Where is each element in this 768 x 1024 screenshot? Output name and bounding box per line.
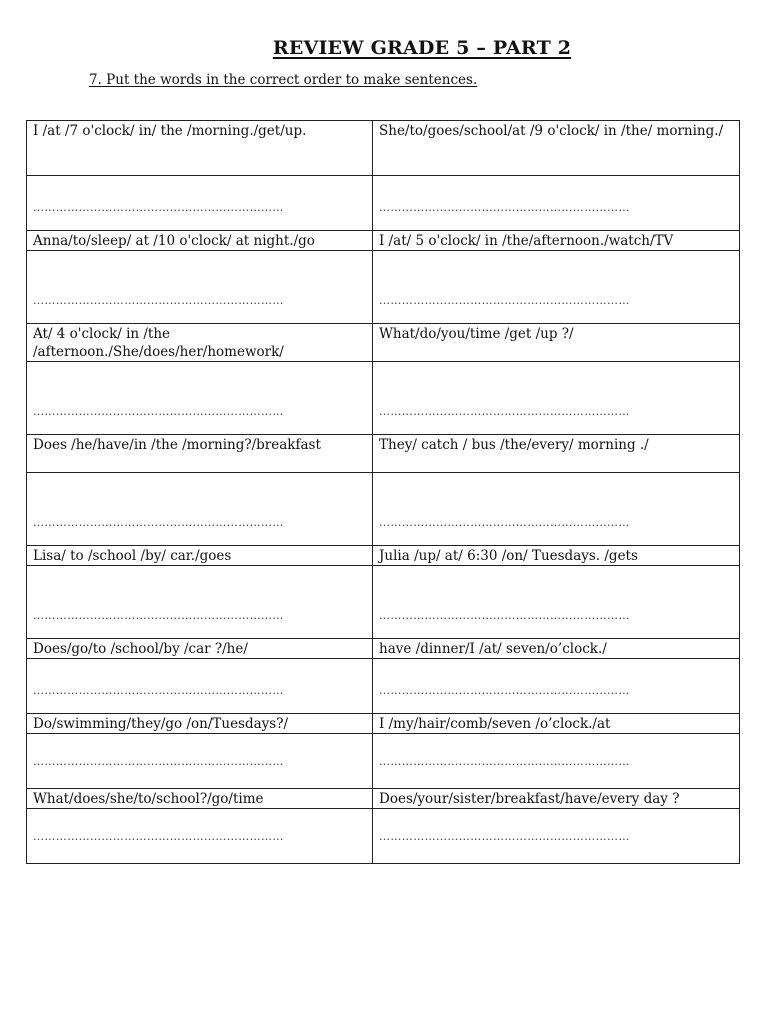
dotted-line: ………………………………………………………… xyxy=(33,610,284,622)
answer-row xyxy=(27,566,740,639)
word-prompt: Lisa/ to /school /by/ car./goes xyxy=(27,546,373,566)
word-prompt: I /my/hair/comb/seven /o’clock./at xyxy=(373,714,740,734)
answer-line[interactable] xyxy=(27,734,373,789)
answer-line[interactable] xyxy=(373,659,740,714)
word-prompt: I /at/ 5 o'clock/ in /the/afternoon./watch/TV xyxy=(373,231,740,251)
word-prompt: They/ catch / bus /the/every/ morning ./ xyxy=(373,435,740,473)
answer-line[interactable] xyxy=(27,659,373,714)
answer-row xyxy=(27,473,740,546)
dotted-line: ………………………………………………………… xyxy=(379,685,630,697)
dotted-line: ………………………………………………………… xyxy=(33,831,284,843)
word-prompt: I /at /7 o'clock/ in/ the /morning./get/up. xyxy=(27,121,373,176)
dotted-line: ………………………………………………………… xyxy=(33,295,284,307)
answer-line[interactable] xyxy=(373,176,740,231)
answer-line[interactable] xyxy=(27,251,373,324)
prompt-row xyxy=(27,546,740,566)
word-prompt: Anna/to/sleep/ at /10 o'clock/ at night./go xyxy=(27,231,373,251)
answer-line[interactable] xyxy=(373,566,740,639)
prompt-row xyxy=(27,714,740,734)
word-prompt: Does /he/have/in /the /morning?/breakfast xyxy=(27,435,373,473)
dotted-line: ………………………………………………………… xyxy=(379,517,630,529)
answer-line[interactable] xyxy=(27,566,373,639)
answer-line[interactable] xyxy=(27,809,373,864)
word-prompt: Does/go/to /school/by /car ?/he/ xyxy=(27,639,373,659)
prompt-row xyxy=(27,231,740,251)
answer-row xyxy=(27,809,740,864)
answer-line[interactable] xyxy=(373,809,740,864)
answer-line[interactable] xyxy=(373,734,740,789)
answer-line[interactable] xyxy=(373,473,740,546)
prompt-row xyxy=(27,324,740,362)
worksheet-title: REVIEW GRADE 5 – PART 2 xyxy=(272,37,572,59)
word-prompt: She/to/goes/school/at /9 o'clock/ in /the/ morning./ xyxy=(373,121,740,176)
answer-row xyxy=(27,176,740,231)
answer-line[interactable] xyxy=(27,473,373,546)
dotted-line: ………………………………………………………… xyxy=(33,406,284,418)
word-prompt: At/ 4 o'clock/ in /the /afternoon./She/does/her/homework/ xyxy=(27,324,373,362)
dotted-line: ………………………………………………………… xyxy=(33,756,284,768)
dotted-line: ………………………………………………………… xyxy=(33,202,284,214)
answer-line[interactable] xyxy=(373,251,740,324)
dotted-line: ………………………………………………………… xyxy=(379,756,630,768)
exercise-table xyxy=(26,120,740,864)
answer-line[interactable] xyxy=(373,362,740,435)
answer-row xyxy=(27,659,740,714)
prompt-row xyxy=(27,435,740,473)
word-prompt: Does/your/sister/breakfast/have/every day ? xyxy=(373,789,740,809)
word-prompt: What/does/she/to/school?/go/time xyxy=(27,789,373,809)
word-prompt: Do/swimming/they/go /on/Tuesdays?/ xyxy=(27,714,373,734)
dotted-line: ………………………………………………………… xyxy=(379,406,630,418)
dotted-line: ………………………………………………………… xyxy=(379,610,630,622)
answer-row xyxy=(27,251,740,324)
dotted-line: ………………………………………………………… xyxy=(33,685,284,697)
answer-line[interactable] xyxy=(27,176,373,231)
dotted-line: ………………………………………………………… xyxy=(33,517,284,529)
exercise-instruction: 7. Put the words in the correct order to make sentences. xyxy=(89,72,478,88)
dotted-line: ………………………………………………………… xyxy=(379,295,630,307)
word-prompt: Julia /up/ at/ 6:30 /on/ Tuesdays. /gets xyxy=(373,546,740,566)
answer-line[interactable] xyxy=(27,362,373,435)
prompt-row xyxy=(27,639,740,659)
prompt-row xyxy=(27,121,740,176)
answer-row xyxy=(27,734,740,789)
dotted-line: ………………………………………………………… xyxy=(379,202,630,214)
answer-row xyxy=(27,362,740,435)
word-prompt: What/do/you/time /get /up ?/ xyxy=(373,324,740,362)
dotted-line: ………………………………………………………… xyxy=(379,831,630,843)
prompt-row xyxy=(27,789,740,809)
word-prompt: have /dinner/I /at/ seven/o’clock./ xyxy=(373,639,740,659)
